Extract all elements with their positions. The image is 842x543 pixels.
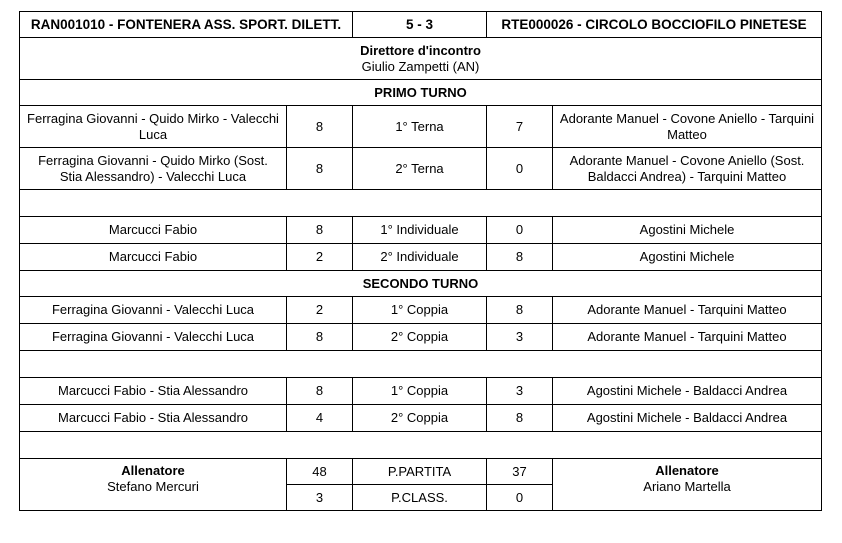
home-score: 8 — [287, 217, 353, 244]
match-score: 5 - 3 — [353, 12, 487, 38]
away-score: 7 — [487, 106, 553, 148]
away-score: 0 — [487, 148, 553, 190]
away-players: Adorante Manuel - Tarquini Matteo — [553, 324, 822, 351]
away-match-points: 37 — [487, 459, 553, 485]
match-row — [20, 378, 822, 405]
home-players: Ferragina Giovanni - Quido Mirko (Sost. Stia Alessandro) - Valecchi Luca — [20, 148, 287, 190]
away-team-name: RTE000026 - CIRCOLO BOCCIOFILO PINETESE — [487, 12, 822, 38]
away-coach-cell — [553, 459, 822, 511]
home-players: Ferragina Giovanni - Quido Mirko - Valecchi Luca — [20, 106, 287, 148]
away-players: Adorante Manuel - Covone Aniello (Sost. Baldacci Andrea) - Tarquini Matteo — [553, 148, 822, 190]
away-players: Adorante Manuel - Tarquini Matteo — [553, 297, 822, 324]
away-coach-label: Allenatore — [655, 463, 719, 478]
header-row — [20, 12, 822, 38]
match-row — [20, 324, 822, 351]
home-class-points: 3 — [287, 485, 353, 511]
game-type: 1° Coppia — [353, 378, 487, 405]
home-coach-name: Stefano Mercuri — [107, 479, 199, 494]
game-type: 1° Individuale — [353, 217, 487, 244]
away-class-points: 0 — [487, 485, 553, 511]
secondo-turno-title: SECONDO TURNO — [20, 271, 822, 297]
away-coach-name: Ariano Martella — [643, 479, 731, 494]
home-team-name: RAN001010 - FONTENERA ASS. SPORT. DILETT. — [20, 12, 353, 38]
home-coach-label: Allenatore — [121, 463, 185, 478]
away-score: 8 — [487, 244, 553, 271]
game-type: 2° Terna — [353, 148, 487, 190]
home-score: 8 — [287, 106, 353, 148]
match-row — [20, 106, 822, 148]
secondo-turno-row — [20, 271, 822, 297]
match-points-label: P.PARTITA — [353, 459, 487, 485]
spacer-row — [20, 190, 822, 217]
away-score: 8 — [487, 297, 553, 324]
match-report-table — [19, 11, 822, 511]
home-players: Marcucci Fabio - Stia Alessandro — [20, 405, 287, 432]
away-players: Agostini Michele - Baldacci Andrea — [553, 405, 822, 432]
home-match-points: 48 — [287, 459, 353, 485]
match-row — [20, 148, 822, 190]
away-score: 8 — [487, 405, 553, 432]
primo-turno-title: PRIMO TURNO — [20, 80, 822, 106]
home-coach-cell — [20, 459, 287, 511]
home-score: 8 — [287, 148, 353, 190]
director-label: Direttore d'incontro — [360, 42, 481, 58]
game-type: 2° Individuale — [353, 244, 487, 271]
game-type: 2° Coppia — [353, 324, 487, 351]
spacer-cell — [20, 190, 822, 217]
primo-turno-row — [20, 80, 822, 106]
home-players: Ferragina Giovanni - Valecchi Luca — [20, 324, 287, 351]
footer-row-partita — [20, 459, 822, 485]
away-players: Agostini Michele — [553, 217, 822, 244]
away-players: Agostini Michele — [553, 244, 822, 271]
director-name: Giulio Zampetti (AN) — [361, 58, 480, 74]
game-type: 1° Coppia — [353, 297, 487, 324]
home-players: Ferragina Giovanni - Valecchi Luca — [20, 297, 287, 324]
home-players: Marcucci Fabio - Stia Alessandro — [20, 378, 287, 405]
away-players: Adorante Manuel - Covone Aniello - Tarquini Matteo — [553, 106, 822, 148]
away-score: 3 — [487, 378, 553, 405]
class-points-label: P.CLASS. — [353, 485, 487, 511]
match-row — [20, 297, 822, 324]
away-players: Agostini Michele - Baldacci Andrea — [553, 378, 822, 405]
home-score: 4 — [287, 405, 353, 432]
match-row — [20, 405, 822, 432]
home-score: 8 — [287, 324, 353, 351]
home-players: Marcucci Fabio — [20, 244, 287, 271]
spacer-cell — [20, 351, 822, 378]
home-score: 8 — [287, 378, 353, 405]
spacer-row — [20, 351, 822, 378]
spacer-cell — [20, 432, 822, 459]
director-cell — [20, 38, 822, 80]
home-score: 2 — [287, 244, 353, 271]
game-type: 2° Coppia — [353, 405, 487, 432]
home-score: 2 — [287, 297, 353, 324]
home-players: Marcucci Fabio — [20, 217, 287, 244]
away-score: 0 — [487, 217, 553, 244]
match-row — [20, 244, 822, 271]
away-score: 3 — [487, 324, 553, 351]
game-type: 1° Terna — [353, 106, 487, 148]
director-row — [20, 38, 822, 80]
match-row — [20, 217, 822, 244]
spacer-row — [20, 432, 822, 459]
